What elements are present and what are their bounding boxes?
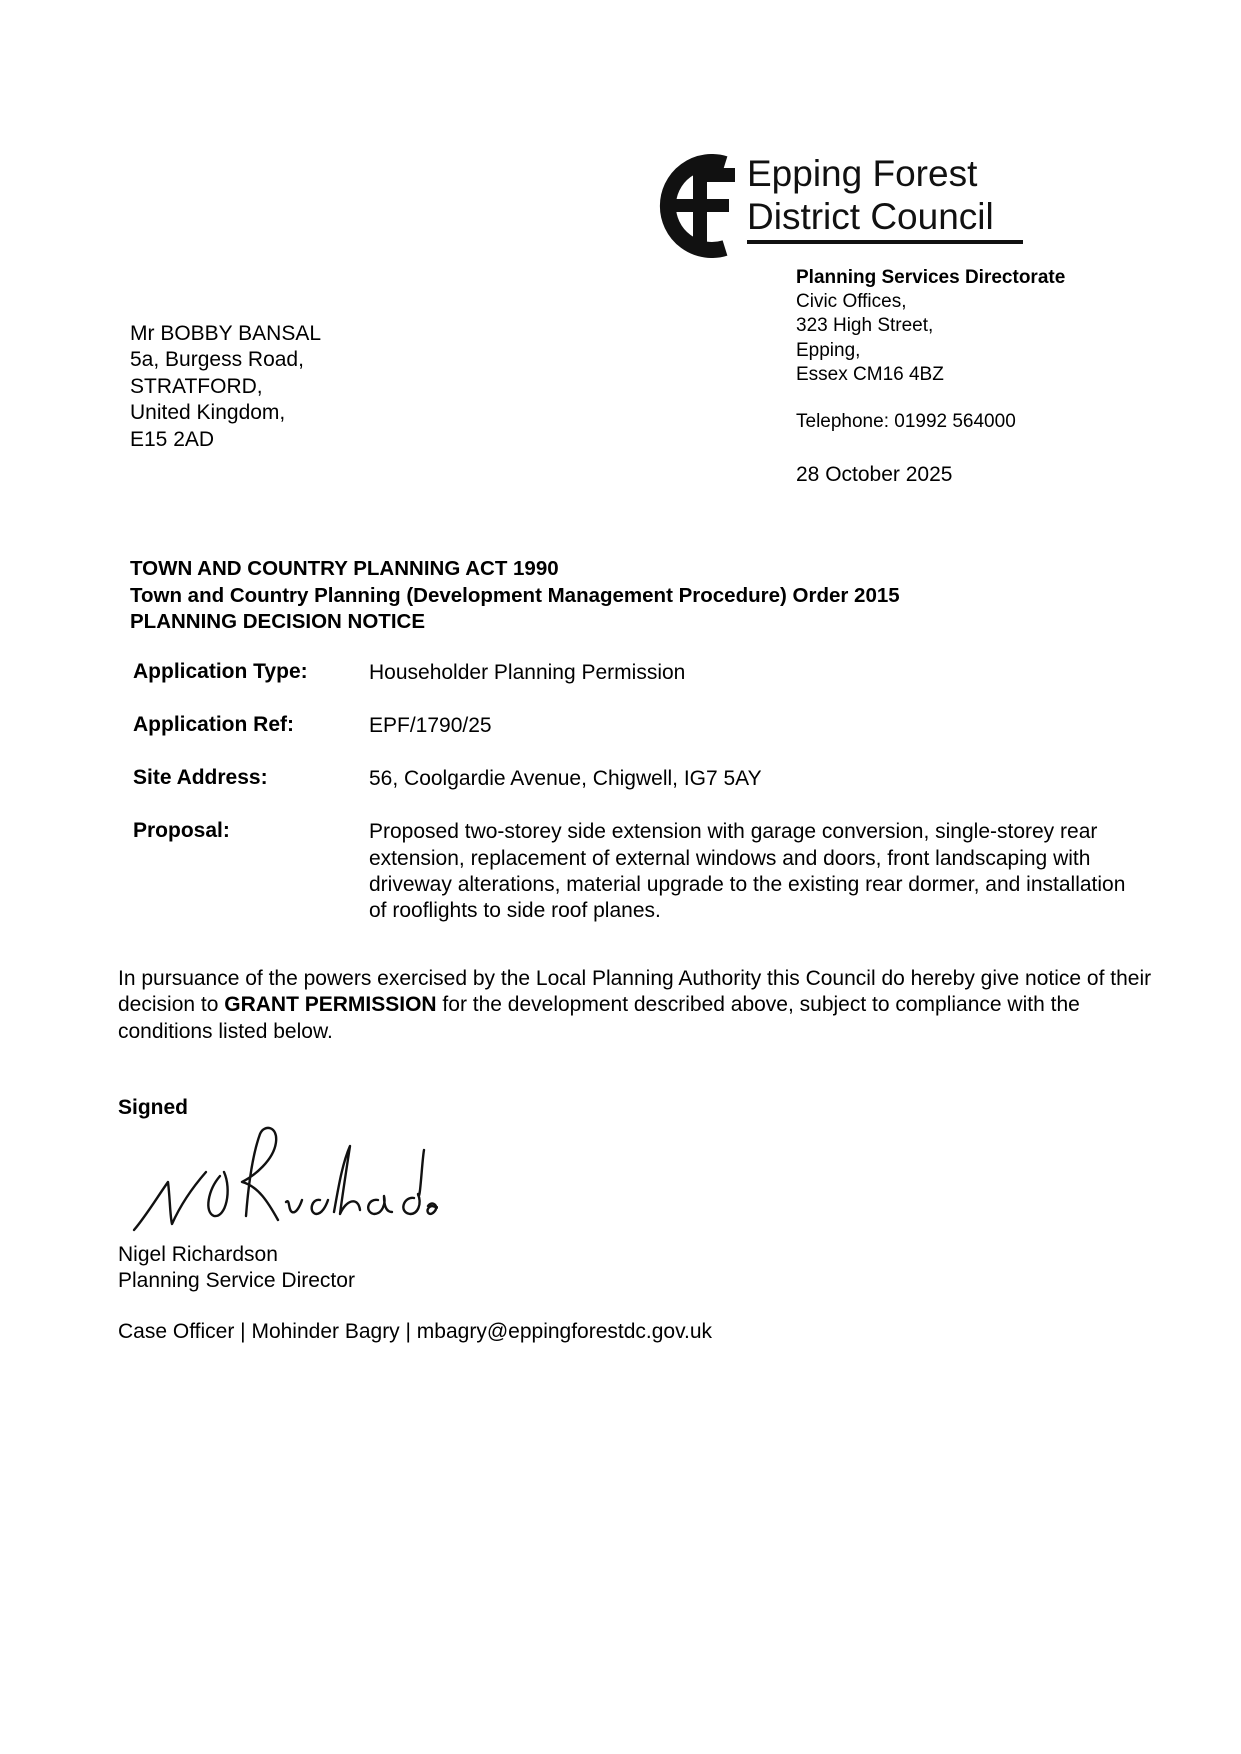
council-address-line: Essex CM16 4BZ — [796, 363, 944, 385]
logo-line-1: Epping Forest — [747, 153, 978, 194]
detail-label: Site Address: — [133, 765, 268, 789]
application-details — [133, 660, 1241, 925]
council-address-line: Epping, — [796, 339, 861, 361]
recipient-line: E15 2AD — [130, 427, 215, 451]
logo-wordmark — [747, 152, 994, 238]
recipient-line: 5a, Burgess Road, — [130, 348, 304, 372]
signatory-name: Nigel Richardson — [118, 1243, 278, 1266]
council-address-line: Civic Offices, — [796, 291, 907, 313]
detail-row-application-type — [133, 660, 1241, 686]
department-name: Planning Services Directorate — [796, 267, 1066, 288]
detail-row-site-address — [133, 766, 1241, 792]
recipient-line: United Kingdom, — [130, 401, 286, 425]
signed-label: Signed — [118, 1096, 189, 1119]
detail-value: Proposed two-storey side extension with garage conversion, single-storey rear extension, replacement of external windows and doors, front landscaping with driveway alterations, material upgrade to the existing rear dormer, and installation of rooflights to side roof planes. — [369, 820, 1126, 923]
telephone: Telephone: 01992 564000 — [796, 411, 1016, 433]
logo-underline — [747, 240, 1023, 244]
detail-row-application-ref — [133, 713, 1241, 739]
notice-heading — [130, 556, 900, 636]
detail-label: Proposal: — [133, 819, 230, 843]
epping-forest-logo-icon — [655, 154, 739, 258]
detail-value: Householder Planning Permission — [369, 661, 686, 684]
decision-text-after: for the development described above, subject to compliance with the conditions listed below. — [118, 993, 1080, 1043]
council-address-line: 323 High Street, — [796, 315, 934, 337]
recipient-line: STRATFORD, — [130, 374, 263, 398]
letter-date: 28 October 2025 — [796, 463, 953, 487]
signatory-title: Planning Service Director — [118, 1269, 355, 1293]
signatory-block — [118, 1242, 355, 1295]
detail-value: EPF/1790/25 — [369, 714, 492, 738]
decision-text-before: In pursuance of the powers exercised by the Local Planning Authority this Council do hereby give notice of their decision to — [118, 967, 1152, 1017]
logo-line-2: District Council — [747, 196, 994, 237]
handwritten-signature — [128, 1120, 438, 1238]
notice-title: PLANNING DECISION NOTICE — [130, 610, 425, 633]
council-logo — [655, 152, 1035, 252]
decision-emphasis: GRANT PERMISSION — [224, 993, 437, 1017]
detail-label: Application Type: — [133, 660, 308, 683]
detail-row-proposal — [133, 819, 1241, 925]
recipient-line: Mr BOBBY BANSAL — [130, 322, 322, 345]
decision-paragraph — [118, 966, 1158, 1045]
case-officer-line: Case Officer | Mohinder Bagry | mbagry@eppingforestdc.gov.uk — [118, 1320, 713, 1343]
council-address-block — [796, 266, 1065, 487]
detail-value: 56, Coolgardie Avenue, Chigwell, IG7 5AY — [369, 766, 762, 790]
detail-label: Application Ref: — [133, 713, 294, 737]
act-title: TOWN AND COUNTRY PLANNING ACT 1990 — [130, 557, 559, 580]
recipient-address-block — [130, 321, 321, 453]
order-title: Town and Country Planning (Development Management Procedure) Order 2015 — [130, 583, 900, 607]
